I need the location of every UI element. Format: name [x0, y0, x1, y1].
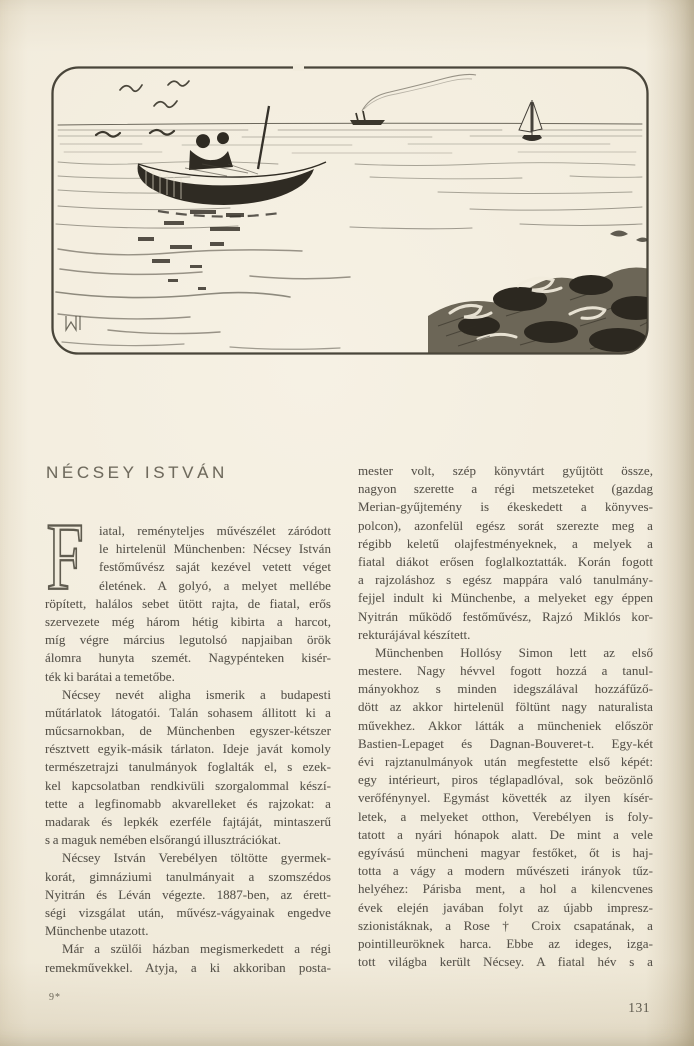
text-line: iatal, reményteljes művészélet záródott [99, 523, 331, 538]
text-line: évi rajztanulmányok után megfestette első képét: [358, 754, 653, 769]
text-line: mester volt, szép könyvtárt gyűjtött össze, [358, 463, 653, 478]
page-number: 131 [628, 1000, 650, 1015]
text-line: művekhez. Akkor látták a müncheniek először [358, 717, 653, 733]
text-line: tott világba került Nécsey. A fiatal hév s a [358, 954, 653, 970]
text-line: remekművekkel. Atyja, a ki akkoriban posta- [45, 959, 331, 975]
text-line: Münchenben Hollósy Simon lett az első [375, 644, 653, 660]
right-column [358, 462, 653, 977]
text-line: letek, a melyeket otthon, Verebélyen is foly- [358, 808, 653, 824]
text-line: szervezete még három hétig kibirta a harcot, [45, 613, 331, 629]
text-line: álomra hunyta szemét. Nagypénteken kisér- [45, 650, 331, 666]
paragraph [358, 644, 653, 971]
text-line: fiatal diákot erősen foglalkoztatták. Korán fogott [358, 553, 653, 569]
text-line: festőművész saját kezével vetett véget [99, 559, 331, 575]
text-line: polcon), azonfelül egész sorát szerezte meg a [358, 517, 653, 533]
text-line: Merian-gyűjtemény is ékeskedett a könyves- [358, 499, 653, 515]
text-line: fejjel indult ki Münchenbe, a melyeket egy éppen [358, 590, 653, 606]
text-line: mányokhoz s minden idegszálával hozzáfűző- [358, 681, 653, 697]
paragraph [358, 462, 653, 644]
text-line: résztvett egyik-másik tárlaton. Ideje javát komoly [45, 741, 331, 757]
svg-text:F: F [46, 503, 84, 610]
two-column-text [45, 462, 653, 977]
text-line: egy intérieurt, piros téglapadlóval, sok beözönlő [358, 772, 653, 788]
text-line: dött az akkor hirtelenül föltünt nagy naturalista [358, 699, 653, 715]
article-title: NÉCSEY ISTVÁN [46, 463, 228, 482]
paragraph [45, 503, 331, 686]
text-line: röpített, halálos sebet ütött rajta, de fiatal, erős [45, 595, 331, 611]
left-column [45, 462, 331, 977]
text-line: évek elején javában folyt az újabb impresz- [358, 899, 653, 915]
text-line: szionistáknak, a Rose † Croix csapatának, a [358, 917, 653, 933]
text-line: mestere. Nagy hévvel fogott hozzá a tanul- [358, 663, 653, 679]
paragraph [45, 940, 331, 976]
text-line: egyívású müncheni magyar festőket, őt is haj- [358, 844, 653, 860]
paragraph [45, 686, 331, 850]
drop-cap [45, 503, 91, 610]
text-line: korát, gimnáziumi tanulmányait a szomszédos [45, 868, 331, 884]
text-line: régibb keletű olajfestményeknek, a melyek a [358, 535, 653, 551]
text-line: műcsarnokban, de Münchenben egyszer-kétszer [45, 723, 331, 739]
text-line: ték ki barátai a temetőbe. [45, 668, 175, 684]
text-line: Nécsey István Verebélyen töltötte gyermek- [62, 850, 331, 866]
text-line: tette a legfinomabb akvarelleket és rajzokat: a [45, 795, 331, 811]
text-line: míg végre március legutolsó napjaiban örök [45, 632, 331, 648]
text-line: természetrajzi tanulmányok foglalták el, s ezek- [45, 759, 331, 775]
text-line: helyéhez: Párisba ment, a hol a kilencvenes [358, 881, 653, 897]
text-line: Nyitrán és Léván végezte. 1887-ben, az érett- [45, 886, 331, 902]
text-line: s a maguk nemében elsőrangú illusztrációkat. [45, 832, 282, 848]
text-line: Nécsey nevét aligha ismerik a budapesti [62, 686, 331, 702]
rocky-shore [428, 231, 650, 359]
text-line: totta a vágy a modern művészeti irányok tűz- [358, 863, 653, 879]
text-line: verőfénynyel. Egymást követték az ilyen kísér- [358, 790, 653, 806]
text-line: ségi vizsgálat után, művész-vágyainak engedve [45, 904, 331, 920]
artist-monogram [66, 316, 80, 330]
text-line: pointilleuröknek harca. Ebbe az ideges, izga- [358, 935, 653, 951]
text-line: rekturájával készített. [358, 626, 471, 642]
signature-mark: 9* [49, 992, 61, 1003]
sailboat [519, 100, 542, 141]
text-line: le hirtelenül Münchenben: Nécsey István [99, 541, 331, 557]
text-line: Bastien-Lepaget és Dagnan-Bouveret-t. Egy-két [358, 735, 653, 751]
text-line: Már a szülői házban megismerkedett a régi [62, 941, 331, 957]
text-line: Nyitrán működő festőművész, Rajzó Miklós kor- [358, 608, 653, 624]
text-line: nagyon szerette a régi metszeteket (gazdag [358, 481, 653, 497]
paragraph [45, 849, 331, 940]
seascape-illustration [50, 64, 650, 358]
steamship [350, 74, 476, 125]
seagulls [96, 81, 189, 137]
text-line: kel kapcsolatban rendkivüli szorgalommal készí- [45, 777, 331, 793]
text-line: életének. A golyó, a melyet mellébe [99, 577, 331, 593]
text-line: a rajzoláshoz s egész mappára való tanulmány- [358, 572, 653, 588]
text-line: madarak és lepkék ezerféle fajtáját, mintaszerű [45, 814, 331, 829]
text-line: Münchenbe utazott. [45, 923, 149, 939]
text-line: tatott a nyári hónapok alatt. De mint a vele [358, 826, 653, 842]
text-line: műtárlatok látogatói. Talán sohasem állitott ki a [45, 704, 331, 720]
